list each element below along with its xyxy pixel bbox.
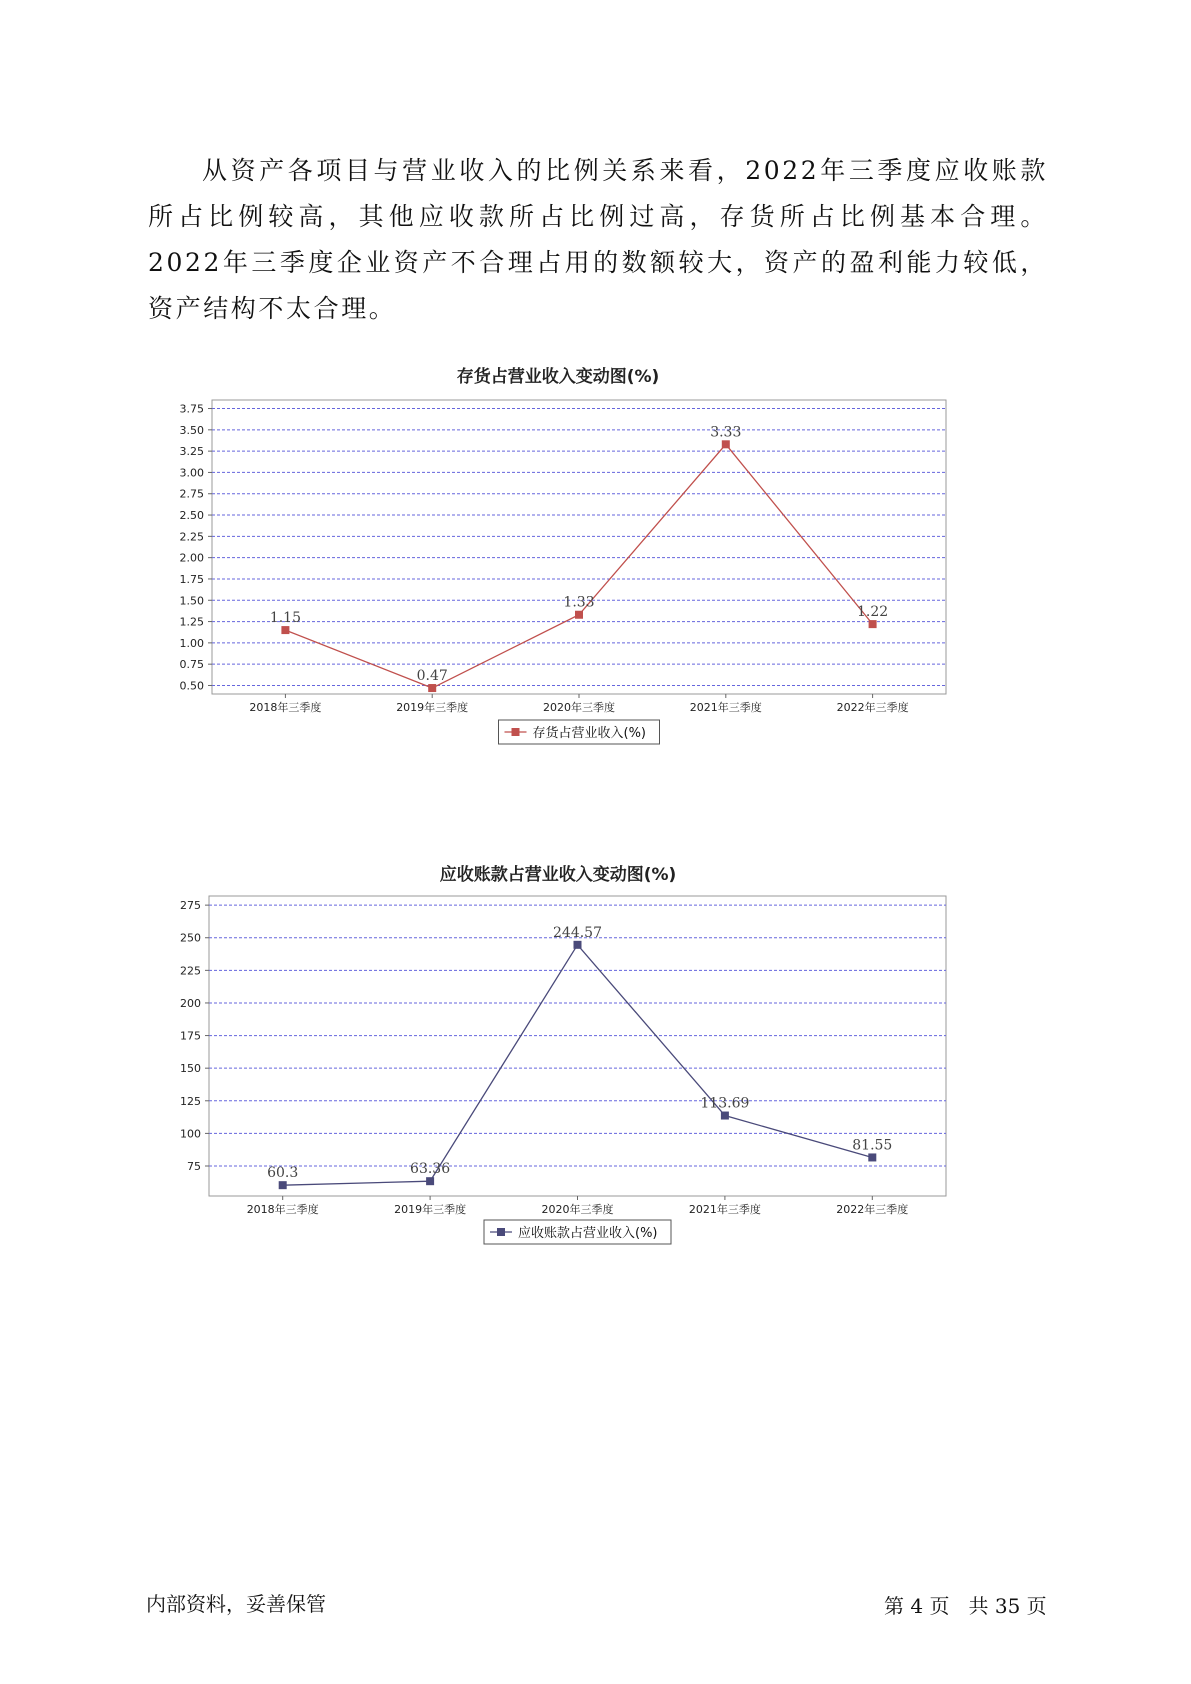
data-label: 0.47 [416, 668, 448, 685]
data-point [868, 1153, 876, 1161]
x-tick-label: 2019年三季度 [394, 1203, 467, 1216]
y-tick-label: 0.50 [179, 679, 204, 693]
y-tick-label: 2.50 [179, 509, 204, 523]
y-tick-label: 3.75 [179, 402, 204, 416]
data-point [281, 626, 289, 634]
data-label: 63.36 [410, 1161, 451, 1178]
x-tick-label: 2022年三季度 [836, 701, 909, 714]
chart-svg [148, 860, 1048, 1320]
x-tick-label: 2018年三季度 [246, 1203, 319, 1216]
y-tick-label: 3.00 [179, 466, 204, 480]
chart-svg [148, 362, 1048, 812]
data-point [575, 611, 583, 619]
y-tick-label: 3.50 [179, 423, 204, 437]
chart-title: 应收账款占营业收入变动图(%) [439, 865, 677, 885]
data-point [279, 1181, 287, 1189]
chart-title: 存货占营业收入变动图(%) [456, 367, 660, 387]
data-label: 60.3 [267, 1165, 299, 1182]
data-point [574, 941, 582, 949]
data-point [721, 1112, 729, 1120]
y-tick-label: 1.75 [179, 572, 204, 586]
x-tick-label: 2022年三季度 [836, 1203, 909, 1216]
x-tick-label: 2019年三季度 [396, 701, 469, 714]
y-tick-label: 200 [180, 996, 201, 1010]
y-tick-label: 275 [180, 899, 201, 913]
y-tick-label: 100 [180, 1127, 201, 1141]
data-label: 244.57 [553, 924, 602, 941]
data-label: 1.15 [269, 610, 301, 627]
data-point [426, 1177, 434, 1185]
y-tick-label: 150 [180, 1062, 201, 1076]
y-tick-label: 225 [180, 964, 201, 978]
footer-confidential-note: 内部资料，妥善保管 [146, 1592, 326, 1616]
x-tick-label: 2021年三季度 [688, 1203, 761, 1216]
y-tick-label: 125 [180, 1094, 201, 1108]
x-tick-label: 2021年三季度 [689, 701, 762, 714]
inventory-ratio-chart [148, 362, 1048, 812]
data-label: 113.69 [700, 1095, 750, 1112]
x-tick-label: 2020年三季度 [541, 1203, 614, 1216]
receivables-ratio-chart [148, 860, 1048, 1320]
y-tick-label: 175 [180, 1029, 201, 1043]
data-point [428, 684, 436, 692]
x-tick-label: 2018年三季度 [249, 701, 322, 714]
data-label: 1.22 [857, 604, 889, 621]
y-tick-label: 2.25 [179, 530, 204, 544]
data-point [869, 620, 877, 628]
y-tick-label: 75 [187, 1160, 201, 1173]
x-tick-label: 2020年三季度 [543, 701, 615, 714]
y-tick-label: 1.50 [179, 594, 204, 608]
plot-area [212, 400, 946, 694]
footer-page-number: 第 4 页 共 35 页 [884, 1594, 1047, 1618]
y-tick-label: 250 [180, 931, 201, 945]
data-label: 3.33 [710, 424, 742, 441]
y-tick-label: 2.75 [179, 487, 204, 501]
legend-label: 应收账款占营业收入(%) [518, 1226, 658, 1241]
data-point [722, 440, 730, 448]
y-tick-label: 0.75 [179, 658, 204, 672]
y-tick-label: 1.00 [179, 636, 204, 650]
legend-marker [512, 728, 520, 736]
body-paragraph: 从资产各项目与营业收入的比例关系来看，2022年三季度应收账款所占比例较高，其他应收款所占比例过高，存货所占比例基本合理。2022年三季度企业资产不合理占用的数额较大，资产的盈利能力较低，资产结构不太合理。 [148, 156, 1048, 323]
data-label: 81.55 [852, 1137, 893, 1154]
y-tick-label: 3.25 [179, 445, 204, 459]
data-label: 1.33 [563, 594, 595, 611]
y-tick-label: 1.25 [179, 615, 204, 629]
legend-marker [497, 1228, 505, 1236]
y-tick-label: 2.00 [179, 551, 204, 565]
legend-label: 存货占营业收入(%) [532, 726, 646, 741]
